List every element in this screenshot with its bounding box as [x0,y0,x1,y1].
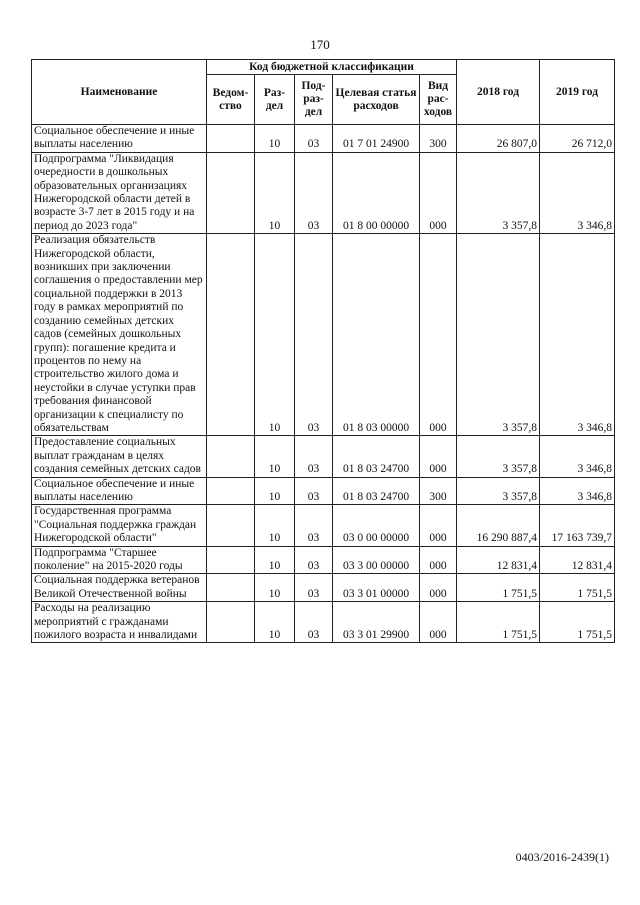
table-row [32,125,615,153]
row-razdel: 10 [255,436,295,477]
header-2019: 2019 год [540,60,615,125]
row-razdel: 10 [255,574,295,602]
table-row [32,477,615,505]
row-2018: 3 357,8 [457,234,540,436]
row-razdel: 10 [255,234,295,436]
table-body [32,125,615,643]
row-name: Подпрограмма "Старшее поколение" на 2015-2020 годы [32,546,207,574]
header-name: Наименование [32,60,207,125]
row-target: 01 8 03 00000 [333,234,420,436]
row-podrazdel: 03 [295,436,333,477]
row-2018: 26 807,0 [457,125,540,153]
row-ved [207,477,255,505]
row-target: 03 3 00 00000 [333,546,420,574]
table-row [32,436,615,477]
row-ved [207,234,255,436]
row-ved [207,602,255,643]
row-razdel: 10 [255,477,295,505]
header-target: Целевая статья расходов [333,75,420,125]
row-ved [207,125,255,153]
row-razdel: 10 [255,546,295,574]
header-podrazdel: Под-раз-дел [295,75,333,125]
document-code: 0403/2016-2439(1) [515,850,609,864]
row-2019: 1 751,5 [540,602,615,643]
table-row [32,234,615,436]
row-2018: 1 751,5 [457,602,540,643]
row-vid: 000 [420,234,457,436]
row-name: Социальное обеспечение и иные выплаты населению [32,125,207,153]
row-vid: 000 [420,602,457,643]
row-podrazdel: 03 [295,505,333,546]
row-target: 01 8 03 24700 [333,477,420,505]
row-razdel: 10 [255,125,295,153]
row-2019: 1 751,5 [540,574,615,602]
row-2018: 3 357,8 [457,477,540,505]
row-2018: 3 357,8 [457,436,540,477]
row-vid: 000 [420,505,457,546]
header-2018: 2018 год [457,60,540,125]
row-target: 03 3 01 00000 [333,574,420,602]
row-vid: 000 [420,152,457,233]
table-row [32,546,615,574]
row-target: 01 7 01 24900 [333,125,420,153]
table-row [32,574,615,602]
row-2018: 12 831,4 [457,546,540,574]
row-vid: 300 [420,477,457,505]
row-target: 03 0 00 00000 [333,505,420,546]
row-podrazdel: 03 [295,546,333,574]
row-podrazdel: 03 [295,574,333,602]
row-podrazdel: 03 [295,477,333,505]
row-name: Подпрограмма "Ликвидация очередности в дошкольных образовательных организациях Нижегородской области детей в возрасте 3-7 лет в 2015 году и на период до 2023 года" [32,152,207,233]
row-ved [207,546,255,574]
row-ved [207,436,255,477]
table-row [32,152,615,233]
row-name: Реализация обязательств Нижегородской области, возникших при заключении соглашения о предоставлении мер социальной поддержки в 2013 году в рамках мероприятий по созданию семейных детских садов (семейных дошкольных групп): погашение кредита и процентов по нему на строительство жилого дома и неустойки в случае уступки прав требования финансовой организации к специалисту по обязательствам [32,234,207,436]
row-2019: 26 712,0 [540,125,615,153]
row-2019: 3 346,8 [540,477,615,505]
row-razdel: 10 [255,152,295,233]
header-vid: Вид рас-ходов [420,75,457,125]
row-name: Расходы на реализацию мероприятий с гражданами пожилого возраста и инвалидами [32,602,207,643]
row-2018: 3 357,8 [457,152,540,233]
row-2018: 1 751,5 [457,574,540,602]
row-name: Предоставление социальных выплат гражданам в целях создания семейных детских садов [32,436,207,477]
row-name: Социальная поддержка ветеранов Великой Отечественной войны [32,574,207,602]
row-razdel: 10 [255,602,295,643]
row-2019: 3 346,8 [540,436,615,477]
row-podrazdel: 03 [295,234,333,436]
row-target: 03 3 01 29900 [333,602,420,643]
row-ved [207,505,255,546]
row-vid: 000 [420,436,457,477]
row-ved [207,574,255,602]
table-row [32,505,615,546]
row-name: Социальное обеспечение и иные выплаты населению [32,477,207,505]
row-vid: 000 [420,574,457,602]
row-vid: 000 [420,546,457,574]
row-target: 01 8 03 24700 [333,436,420,477]
table-row [32,602,615,643]
row-2018: 16 290 887,4 [457,505,540,546]
row-ved [207,152,255,233]
budget-table [31,59,615,643]
row-vid: 300 [420,125,457,153]
row-podrazdel: 03 [295,125,333,153]
header-code-group: Код бюджетной классификации [207,60,457,75]
page-number: 170 [310,37,330,52]
header-vedomstvo: Ведом-ство [207,75,255,125]
row-2019: 3 346,8 [540,234,615,436]
row-2019: 12 831,4 [540,546,615,574]
row-name: Государственная программа "Социальная поддержка граждан Нижегородской области" [32,505,207,546]
row-podrazdel: 03 [295,152,333,233]
table-header [32,60,615,125]
row-target: 01 8 00 00000 [333,152,420,233]
row-2019: 3 346,8 [540,152,615,233]
row-razdel: 10 [255,505,295,546]
header-razdel: Раз-дел [255,75,295,125]
row-podrazdel: 03 [295,602,333,643]
row-2019: 17 163 739,7 [540,505,615,546]
